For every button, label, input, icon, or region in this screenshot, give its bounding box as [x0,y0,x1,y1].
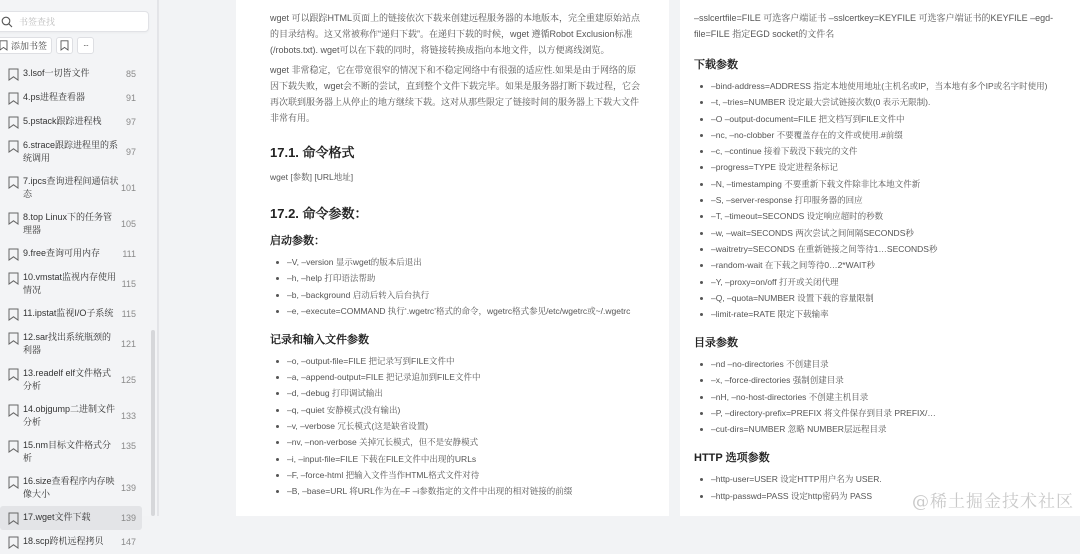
option-item: –O –output-document=FILE 把文档写到FILE文件中 [694,113,1074,125]
bookmark-icon [8,512,19,525]
bookmark-item[interactable] [0,134,142,170]
bookmark-item[interactable] [0,86,142,110]
bookmark-label: 8.top Linux下的任务管理器 [23,212,113,235]
option-item: –waitretry=SECONDS 在重新链接之间等待1…SECONDS秒 [694,243,1074,255]
sidebar-scrollbar[interactable] [151,330,155,516]
bookmark-label: 9.free查询可用内存 [23,248,101,258]
bookmark-page-number: 139 [120,483,136,493]
bookmark-page-number: 115 [121,309,136,319]
bookmark-label: 14.objgump二进制文件分析 [23,404,116,427]
search-icon [1,16,13,28]
option-item: –h, –help 打印语法帮助 [270,272,640,284]
bookmark-item[interactable] [0,266,142,302]
startup-params-heading: 启动参数： [270,235,325,247]
section-heading-format: 17.1. 命令格式 [270,145,355,160]
bookmark-item[interactable] [0,110,142,134]
bookmark-item[interactable] [0,302,142,326]
bookmark-icon [8,92,19,105]
bookmark-page-number: 125 [120,375,136,385]
option-item: –t, –tries=NUMBER 设定最大尝试链接次数(0 表示无限制). [694,96,1074,108]
option-item: –o, –output-file=FILE 把记录写到FILE文件中 [270,355,640,367]
bookmark-label: 3.lsof一切皆文件 [23,68,90,78]
bookmark-icon [0,40,8,51]
option-item: –e, –execute=COMMAND 执行‘.wgetrc’格式的命令，wgetrc格式参见/etc/wgetrc或~/.wgetrc [270,305,640,317]
option-item: –T, –timeout=SECONDS 设定响应超时的秒数 [694,210,1074,222]
option-item: –w, –wait=SECONDS 两次尝试之间间隔SECONDS秒 [694,227,1074,239]
bookmark-label: 17.wget文件下载 [23,512,91,522]
bookmark-page-number: 97 [125,147,136,157]
add-bookmark-label: 添加书签 [11,41,48,51]
add-bookmark-button[interactable] [0,37,52,54]
bookmark-label: 15.nm目标文件格式分析 [23,440,112,463]
bookmark-item[interactable] [0,398,142,434]
bookmark-page-number: 91 [125,93,136,103]
more-options-button[interactable] [77,37,94,54]
bookmark-icon [8,404,19,417]
option-item: –c, –continue 接着下载没下载完的文件 [694,145,1074,157]
option-item: –N, –timestamping 不要重新下载文件除非比本地文件新 [694,178,1074,190]
option-item: –nv, –non-verbose 关掉冗长模式，但不是安静模式 [270,436,640,448]
bookmark-label: 16.size查看程序内存映像大小 [23,476,115,499]
option-item: –i, –input-file=FILE 下载在FILE文件中出现的URLs [270,453,640,465]
bookmark-label: 4.ps进程查看器 [23,92,86,102]
divider [158,0,159,516]
bookmark-label: 13.readelf elf文件格式分析 [23,368,112,391]
more-icon: ··· [83,41,89,50]
bookmark-icon [8,440,19,453]
option-item: –Y, –proxy=on/off 打开或关闭代理 [694,276,1074,288]
option-item: –a, –append-output=FILE 把记录追加到FILE文件中 [270,371,640,383]
bookmark-item[interactable] [0,206,142,242]
bookmark-icon [8,176,19,189]
logging-options-list [270,355,669,497]
bookmark-list [0,62,148,554]
ssl-options-paragraph: –sslcertfile=FILE 可选客户端证书 –sslcertkey=KEYFILE 可选客户端证书的KEYFILE –egd-file=FILE 指定EGD socket的文件名 [694,13,1054,39]
command-syntax: wget [参数] [URL地址] [270,172,354,182]
bookmark-item[interactable] [0,242,142,266]
bookmark-label: 7.ipcs查询进程间通信状态 [23,176,119,199]
bookmark-icon [8,368,19,381]
bookmark-icon [8,308,19,321]
bookmark-icon [60,40,69,51]
document-page-left [236,0,669,516]
bookmark-item[interactable] [0,170,142,206]
option-item: –Q, –quota=NUMBER 设置下载的容量限制 [694,292,1074,304]
bookmark-page-number: 111 [122,249,136,259]
section-heading-params: 17.2. 命令参数： [270,206,368,221]
bookmark-toolbar [0,37,94,54]
bookmark-item[interactable] [0,326,142,362]
option-item: –limit-rate=RATE 限定下载输率 [694,308,1074,320]
bookmark-item-active[interactable] [0,506,142,530]
option-item: –cut-dirs=NUMBER 忽略 NUMBER层远程目录 [694,423,1074,435]
option-item: –F, –force-html 把输入文件当作HTML格式文件对待 [270,469,640,481]
bookmark-label: 5.pstack跟踪进程栈 [23,116,102,126]
bookmark-item[interactable] [0,434,142,470]
option-item: –nH, –no-host-directories 不创建主机目录 [694,391,1074,403]
bookmark-icon [8,116,19,129]
intro-paragraph: wget 可以跟踪HTML页面上的链接依次下载来创建远程服务器的本地版本，完全重建原始站点的目录结构。这又常被称作“递归下载”。在递归下载的时候，wget 遵循Robot Exclusion标准(/robots.txt). wget可以在下载的同时，将链接转换成指向本地文件，以方便离线浏览。 [270,13,641,55]
bookmark-label: 6.strace跟踪进程里的系统调用 [23,140,119,163]
option-item: –V, –version 显示wget的版本后退出 [270,256,640,268]
bookmark-label: 10.vmstat监视内存使用情况 [23,272,117,295]
bookmark-label: 11.ipstat监视I/O子系统 [23,308,114,318]
option-item: –progress=TYPE 设定进程条标记 [694,161,1074,173]
option-item: –d, –debug 打印调试输出 [270,387,640,399]
bookmark-page-number: 97 [125,117,136,127]
document-page-right [680,0,1080,516]
directory-params-heading: 目录参数 [694,337,738,350]
option-item: –x, –force-directories 强制创建目录 [694,374,1074,386]
watermark: @稀土掘金技术社区 [912,492,1074,512]
option-item: –random-wait 在下载之间等待0…2*WAIT秒 [694,259,1074,271]
bookmark-page-number: 115 [121,279,136,289]
option-item: –bind-address=ADDRESS 指定本地使用地址(主机名或IP，当本地有多个IP或名字时使用) [694,80,1074,92]
option-item: –v, –verbose 冗长模式(这是缺省设置) [270,420,640,432]
bookmark-icon [8,68,19,81]
bookmark-label: 18.scp跨机远程拷贝 [23,536,104,546]
bookmark-toggle-button[interactable] [56,37,73,54]
bookmark-item[interactable] [0,362,142,398]
bookmark-page-number: 139 [120,513,136,523]
download-params-heading: 下载参数 [694,59,738,71]
bookmark-page-number: 85 [125,69,136,79]
startup-options-list [270,256,669,317]
option-item: –nc, –no-clobber 不要覆盖存在的文件或使用.#前缀 [694,129,1074,141]
bookmark-item[interactable] [0,62,142,86]
directory-options-list [694,358,1080,435]
bookmark-page-number: 121 [120,339,136,349]
option-item: –P, –directory-prefix=PREFIX 将文件保存到目录 PREFIX/… [694,407,1074,419]
download-options-list [694,80,1080,320]
http-params-heading: HTTP 选项参数 [694,452,770,465]
bookmark-icon [8,248,19,261]
option-item: –B, –base=URL 将URL作为在–F –i参数指定的文件中出现的相对链接的前缀 [270,485,640,497]
bookmark-label: 12.sar找出系统瓶颈的利器 [23,332,112,355]
option-item: –S, –server-response 打印服务器的回应 [694,194,1074,206]
bookmark-icon [8,140,19,153]
bookmark-page-number: 101 [120,183,136,193]
bookmark-search-input[interactable] [19,17,129,27]
bookmark-page-number: 147 [120,537,136,547]
option-item: –nd –no-directories 不创建目录 [694,358,1074,370]
bookmark-icon [8,212,19,225]
option-item: –http-passwd=PASS 设定http密码为 PASS [694,490,1074,502]
bookmark-icon [8,536,19,549]
bookmark-page-number: 133 [120,411,136,421]
intro-paragraph: wget 非常稳定，它在带宽很窄的情况下和不稳定网络中有很强的适应性.如果是由于网络的原因下载失败，wget会不断的尝试，直到整个文件下载完毕。如果是服务器打断下载过程，它会再次联到服务器上从停止的地方继续下载。这对从那些限定了链接时间的服务器上下载大文件非常有用。 [270,65,641,123]
option-item: –http-user=USER 设定HTTP用户名为 USER. [694,473,1074,485]
option-item: –b, –background 启动后转入后台执行 [270,289,640,301]
bookmark-icon [8,332,19,345]
bookmark-icon [8,272,19,285]
bookmark-page-number: 135 [120,441,136,451]
bookmark-icon [8,476,19,489]
bookmark-sidebar [0,0,158,547]
bookmark-search-box[interactable] [0,11,149,32]
bookmark-item[interactable] [0,530,142,554]
option-item: –q, –quiet 安静模式(没有输出) [270,404,640,416]
bookmark-item[interactable] [0,470,142,506]
logging-params-heading: 记录和输入文件参数 [270,333,369,346]
bookmark-page-number: 105 [120,219,136,229]
